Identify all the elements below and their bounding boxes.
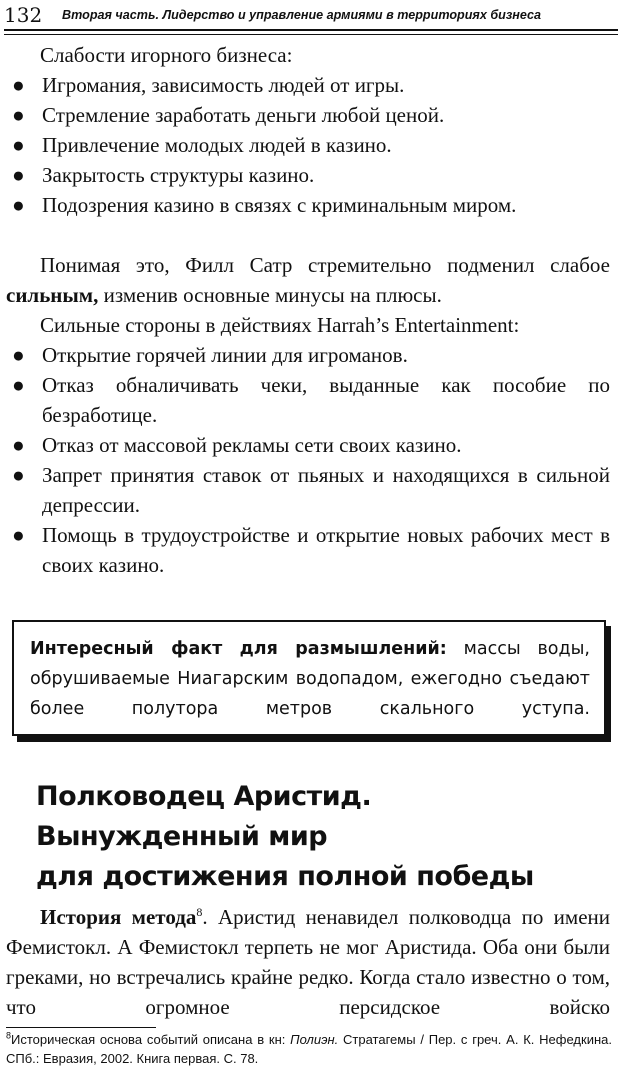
footnote-mark: 8 [196, 905, 203, 919]
list-item: ● Стремление заработать деньги любой ценой. [6, 100, 610, 130]
running-head [4, 2, 616, 32]
footnote-rule [6, 1027, 156, 1028]
running-title: Вторая часть. Лидерство и управление армиями в территориях бизнеса [62, 8, 542, 22]
fact-text: Интересный факт для размышлений: массы воды, обрушиваемые Ниагарским водопадом, ежегодно съедают более полутора метров скального уступа. [30, 639, 590, 719]
section-title [36, 777, 596, 897]
history-lead: История метода [40, 905, 197, 929]
understanding-paragraph: Понимая это, Филл Сатр стремительно подменил слабое сильным, изменив основные минусы на плюсы. [6, 253, 610, 307]
history-block [6, 902, 610, 1022]
footnote: $^8$Историческая основа событий описана в кн: Полиэн. Стратагемы / Пер. с греч. А. К. Нефедкина. СПб.: Евразия, 2002. Книга первая. С. 78. [6, 1030, 612, 1066]
header-rule-thin [4, 34, 618, 35]
bullet-icon: ● [12, 373, 25, 397]
bullet-icon: ● [12, 73, 25, 97]
bullet-icon: ● [12, 433, 25, 457]
fact-box [12, 620, 606, 736]
list-item: ● Открытие горячей линии для игроманов. [6, 340, 610, 370]
footnote-number: 8 [6, 1030, 12, 1041]
section-title-line: Вынужденный мир [36, 821, 328, 852]
bullet-icon: ● [12, 463, 25, 487]
section-title-line: Полководец Аристид. [36, 781, 372, 812]
understanding-block [6, 250, 610, 580]
strengths-heading: Сильные стороны в действиях Harrah’s Entertainment: [40, 313, 520, 337]
list-item: ● Отказ от массовой рекламы сети своих казино. [6, 430, 610, 460]
bullet-icon: ● [12, 163, 25, 187]
header-rule [4, 29, 618, 31]
list-item: ● Закрытость структуры казино. [6, 160, 610, 190]
fact-lead: Интересный факт для размышлений: [30, 639, 447, 659]
bullet-icon: ● [12, 103, 25, 127]
page-number: 132 [4, 3, 43, 27]
list-item: ● Отказ обналичивать чеки, выданные как пособие по безработице. [6, 370, 610, 430]
bullet-icon: ● [12, 523, 25, 547]
bullet-icon: ● [12, 343, 25, 367]
bullet-icon: ● [12, 133, 25, 157]
weaknesses-heading: Слабости игорного бизнеса: [40, 43, 293, 67]
history-paragraph: История метода$^8$. Аристид ненавидел полководца по имени Фемистокл. А Фемистокл терпеть не мог Аристида. Оба они были греками, но встречались крайне редко. Когда стало известно о том, что огромное персидское войско [6, 905, 611, 1019]
weaknesses-block [6, 40, 610, 220]
list-item: ● Игромания, зависимость людей от игры. [6, 70, 610, 100]
list-item: ● Запрет принятия ставок от пьяных и находящихся в сильной депрессии. [6, 460, 610, 520]
list-item: ● Помощь в трудоустройстве и открытие новых рабочих мест в своих казино. [6, 520, 610, 580]
weaknesses-list [6, 70, 610, 220]
bullet-icon: ● [12, 193, 25, 217]
strengths-list [6, 340, 610, 580]
section-title-line: для достижения полной победы [36, 861, 534, 892]
list-item: ● Привлечение молодых людей в казино. [6, 130, 610, 160]
footnote-author: Полиэн. [290, 1032, 339, 1047]
list-item: ● Подозрения казино в связях с криминальным миром. [6, 190, 610, 220]
